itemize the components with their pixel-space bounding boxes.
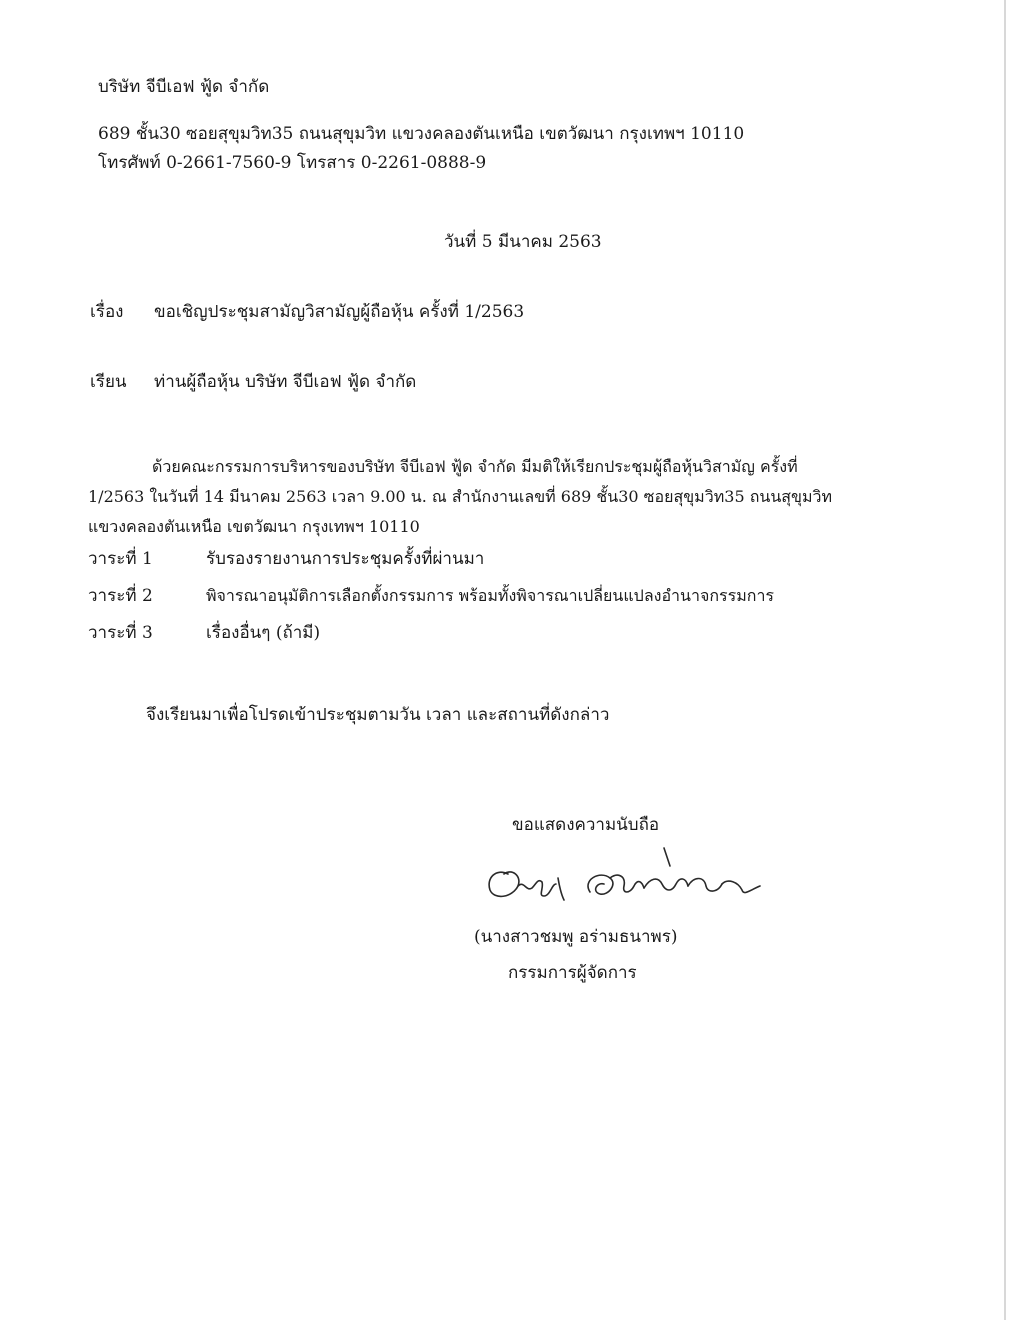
subject-label: เรื่อง <box>90 302 124 322</box>
agenda-2-text: พิจารณาอนุมัติการเลือกตั้งกรรมการ พร้อมทั้งพิจารณาเปลี่ยนแปลงอำนาจกรรมการ <box>206 586 775 605</box>
agenda-1-text: รับรองรายงานการประชุมครั้งที่ผ่านมา <box>206 549 485 569</box>
signer-name: (นางสาวชมพู อร่ามธนาพร) <box>474 927 678 947</box>
body-line-2: 1/2563 ในวันที่ 14 มีนาคม 2563 เวลา 9.00 น. ณ สำนักงานเลขที่ 689 ชั้น30 ซอยสุขุมวิท35 ถนนสุขุมวิท <box>88 487 833 506</box>
company-name: บริษัท จีบีเอฟ ฟู้ด จำกัด <box>98 77 270 97</box>
agenda-3-label: วาระที่ 3 <box>88 623 153 643</box>
body-line-3: แขวงคลองตันเหนือ เขตวัฒนา กรุงเทพฯ 10110 <box>88 517 420 536</box>
agenda-1-label: วาระที่ 1 <box>88 549 153 569</box>
recipient-label: เรียน <box>90 372 127 392</box>
signer-position: กรรมการผู้จัดการ <box>508 963 637 983</box>
body-line-1: ด้วยคณะกรรมการบริหารของบริษัท จีบีเอฟ ฟู้ด จำกัด มีมติให้เรียกประชุมผู้ถือหุ้นวิสามัญ ครั้งที่ <box>152 457 798 476</box>
signature <box>478 838 778 918</box>
subject-text: ขอเชิญประชุมสามัญวิสามัญผู้ถือหุ้น ครั้งที่ 1/2563 <box>154 302 525 322</box>
page-edge <box>1004 0 1006 1320</box>
agenda-3-text: เรื่องอื่นๆ (ถ้ามี) <box>206 623 321 643</box>
closing-sentence: จึงเรียนมาเพื่อโปรดเข้าประชุมตามวัน เวลา และสถานที่ดังกล่าว <box>146 705 610 725</box>
agenda-2-label: วาระที่ 2 <box>88 586 153 606</box>
letter-date: วันที่ 5 มีนาคม 2563 <box>444 232 602 252</box>
regards: ขอแสดงความนับถือ <box>512 815 660 835</box>
company-address: 689 ชั้น30 ซอยสุขุมวิท35 ถนนสุขุมวิท แขวงคลองตันเหนือ เขตวัฒนา กรุงเทพฯ 10110 <box>98 124 745 144</box>
company-contact: โทรศัพท์ 0-2661-7560-9 โทรสาร 0-2261-0888-9 <box>98 153 487 173</box>
recipient-text: ท่านผู้ถือหุ้น บริษัท จีบีเอฟ ฟู้ด จำกัด <box>154 372 417 392</box>
